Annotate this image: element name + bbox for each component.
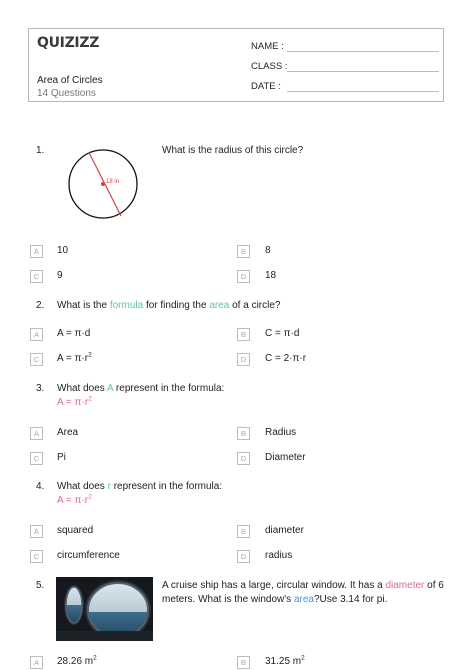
date-line [287, 91, 439, 92]
keyword-area-q5: area [293, 594, 314, 605]
class-line [287, 71, 439, 72]
q2-option-d-text: C = 2·π·r [265, 353, 307, 364]
q2-option-b-letter[interactable]: B [237, 328, 250, 341]
q2-option-c-letter[interactable]: C [30, 353, 43, 366]
quizizz-logo: QUIZIZZ [37, 35, 100, 51]
q3-option-b-text: Radius [265, 427, 297, 438]
q1-option-a-letter[interactable]: A [30, 245, 43, 258]
question-3-text: What does A represent in the formula: [57, 383, 225, 394]
keyword-diameter: diameter [385, 580, 425, 591]
question-2-number: 2. [36, 300, 45, 311]
q3-option-c-text: Pi [57, 452, 66, 463]
q5-option-b-text: 31.25 $m^2$ [265, 654, 305, 667]
date-field[interactable] [251, 81, 281, 92]
question-count: 14 Questions [37, 88, 96, 99]
question-1-number: 1. [36, 145, 45, 156]
question-4-number: 4. [36, 481, 45, 492]
q2-option-d-letter[interactable]: D [237, 353, 250, 366]
q3-option-d-text: Diameter [265, 452, 306, 463]
diameter-label: 18 in [106, 179, 120, 185]
question-2-text: What is the formula for finding the area of a circle? [57, 300, 281, 311]
question-5-number: 5. [36, 580, 45, 591]
q4-option-c-text: circumference [57, 550, 120, 561]
name-field[interactable] [251, 41, 284, 52]
keyword-r: r [107, 481, 111, 492]
worksheet-title: Area of Circles [37, 75, 103, 86]
name-line [287, 51, 439, 52]
q1-option-c-text: 9 [57, 270, 63, 281]
q3-option-a-letter[interactable]: A [30, 427, 43, 440]
name-label: NAME : [251, 41, 284, 52]
keyword-area: area [209, 300, 230, 311]
q3-option-c-letter[interactable]: C [30, 452, 43, 465]
q4-option-b-text: diameter [265, 525, 304, 536]
q3-option-d-letter[interactable]: D [237, 452, 250, 465]
q1-option-d-text: 18 [265, 270, 277, 281]
q4-option-a-letter[interactable]: A [30, 525, 43, 538]
q5-option-a-text: 28.26 $m^2$ [57, 654, 97, 667]
class-field[interactable] [251, 61, 287, 72]
q2-option-a-letter[interactable]: A [30, 328, 43, 341]
q4-option-d-letter[interactable]: D [237, 550, 250, 563]
question-4-text: What does r represent in the formula: [57, 481, 223, 492]
q3-option-a-text: Area [57, 427, 79, 438]
keyword-formula: formula [109, 300, 144, 311]
question-3-number: 3. [36, 383, 45, 394]
question-5-text: A cruise ship has a large, circular window. It has a diameter of 6 meters. What is the window's area?Use 3.14 for pi. [162, 580, 444, 605]
keyword-a: A [107, 383, 114, 394]
class-label: CLASS : [251, 61, 288, 72]
q4-option-a-text: squared [57, 525, 94, 536]
q4-option-c-letter[interactable]: C [30, 550, 43, 563]
q3-option-b-letter[interactable]: B [237, 427, 250, 440]
q1-option-d-letter[interactable]: D [237, 270, 250, 283]
question-1-text: What is the radius of this circle? [162, 145, 304, 156]
question-4-formula: $A = \pi\cdot r^2$ [57, 493, 92, 506]
q5-option-b-letter[interactable]: B [237, 656, 250, 669]
q2-option-c-text: $A = \pi\cdot r^2$ [57, 351, 92, 364]
q5-option-a-letter[interactable]: A [30, 656, 43, 669]
q4-option-b-letter[interactable]: B [237, 525, 250, 538]
q1-option-a-text: 10 [57, 245, 69, 256]
q4-option-d-text: radius [265, 550, 293, 561]
circle-diagram [66, 146, 140, 222]
q2-option-b-text: C = π·d [265, 328, 300, 339]
q1-option-c-letter[interactable]: C [30, 270, 43, 283]
q2-option-a-text: A = π·d [57, 328, 91, 339]
worksheet-header [28, 28, 444, 102]
date-label: DATE : [251, 81, 281, 92]
center-point [101, 182, 105, 186]
porthole-photo [56, 577, 153, 641]
q1-option-b-text: 8 [265, 245, 271, 256]
question-3-formula: $A = \pi\cdot r^2$ [57, 395, 92, 408]
q1-option-b-letter[interactable]: B [237, 245, 250, 258]
